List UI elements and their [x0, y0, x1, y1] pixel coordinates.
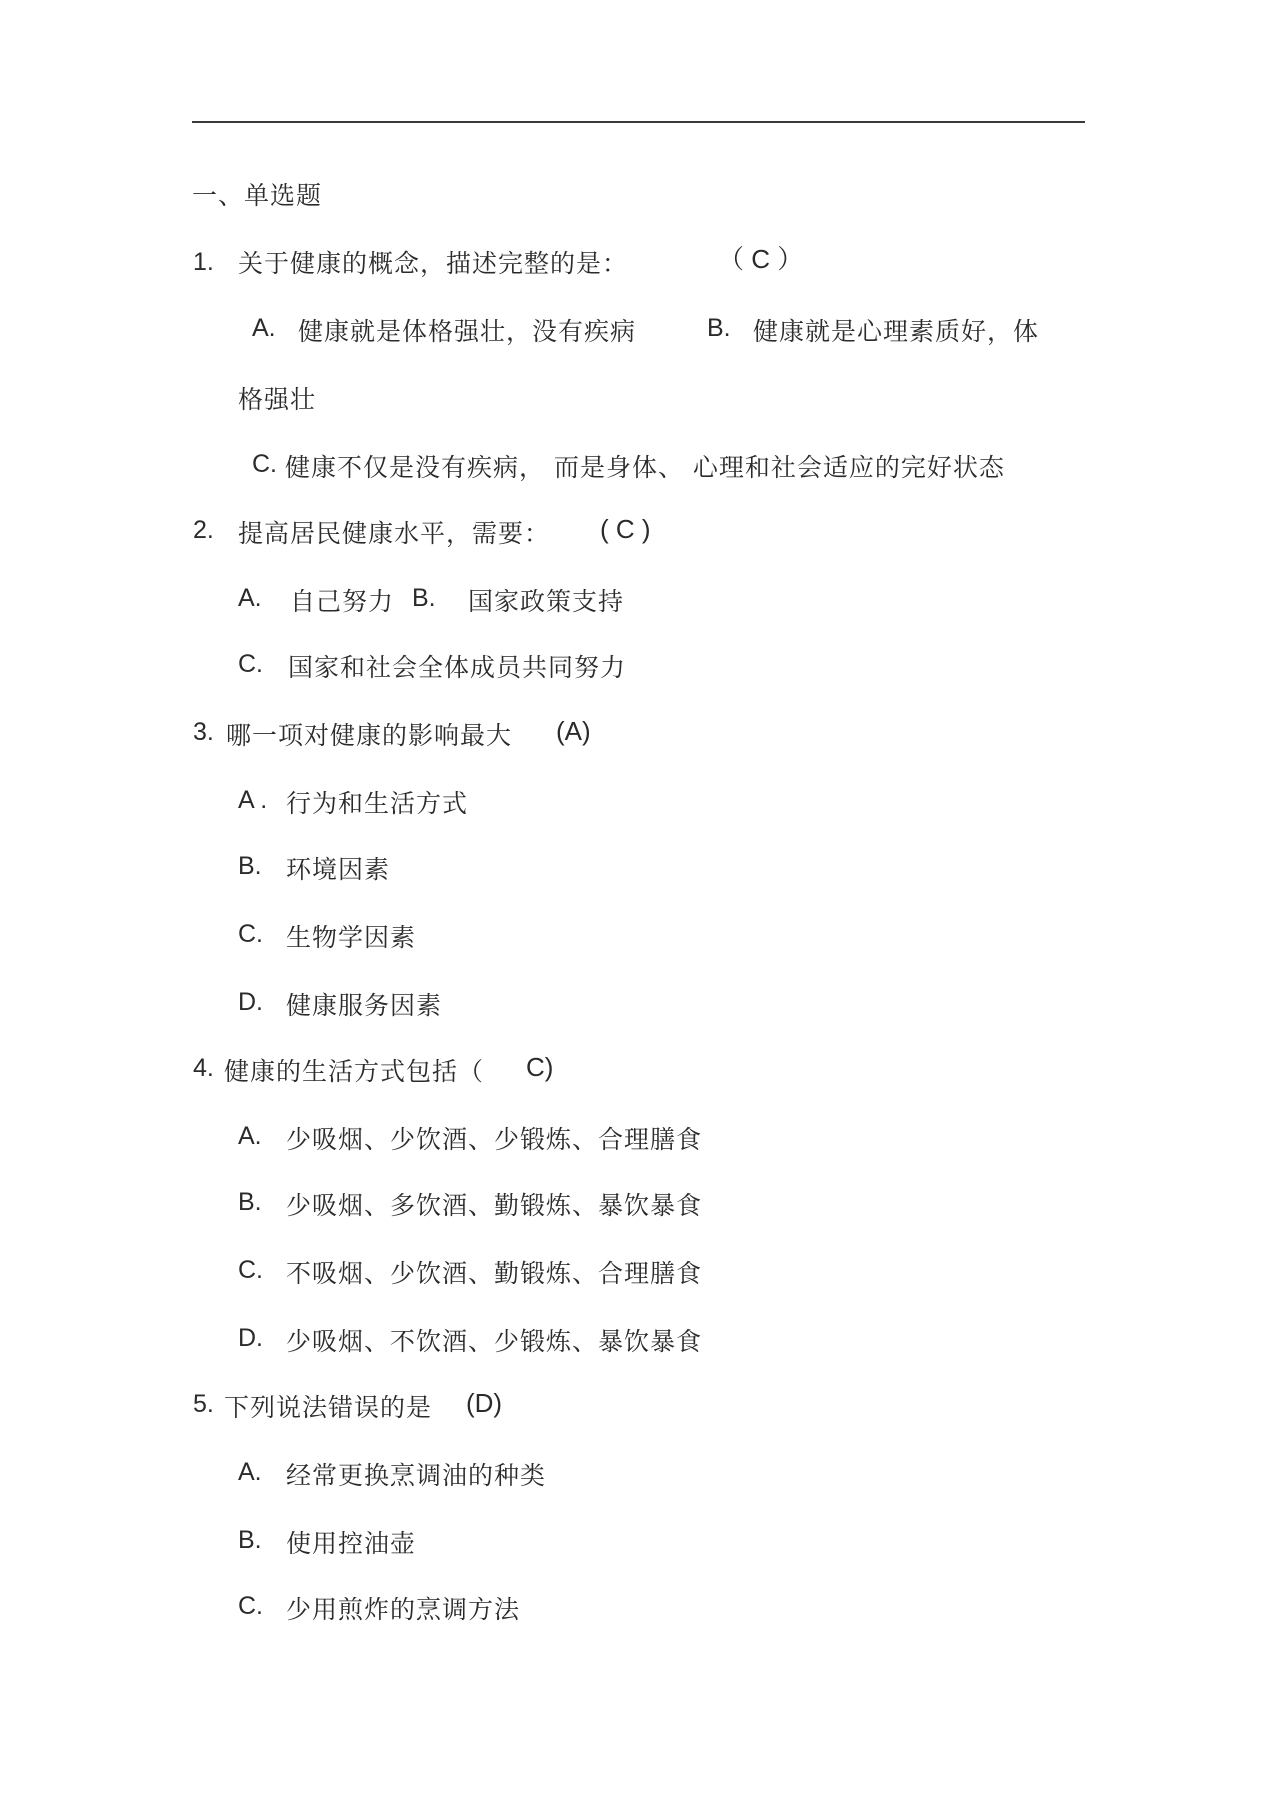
option-label: B. — [238, 852, 262, 880]
option-label: A. — [238, 1458, 262, 1486]
option-text: 生物学因素 — [286, 923, 417, 952]
option-label: A. — [238, 1122, 262, 1150]
header-rule — [192, 121, 1085, 123]
question-number: 2. — [193, 516, 214, 544]
option-label: B. — [238, 1188, 262, 1216]
option-text: 健康就是体格强壮，没有疾病 — [298, 317, 637, 346]
answer-key: ( C ) — [600, 514, 651, 544]
option-text-continuation: 格强壮 — [238, 385, 317, 414]
option-text: 少吸烟、不饮酒、少锻炼、暴饮暴食 — [286, 1327, 703, 1356]
option-text: 国家政策支持 — [468, 587, 625, 616]
option-label: B. — [707, 314, 731, 342]
question-number: 5. — [193, 1390, 214, 1418]
option-text: 使用控油壶 — [286, 1529, 417, 1558]
option-text: 不吸烟、少饮酒、勤锻炼、合理膳食 — [286, 1259, 703, 1288]
option-label: D. — [238, 988, 263, 1016]
option-text: 健康服务因素 — [286, 991, 443, 1020]
option-label: A. — [238, 584, 262, 612]
option-label: B. — [238, 1526, 262, 1554]
option-label: C. — [238, 920, 263, 948]
option-text: 经常更换烹调油的种类 — [286, 1461, 547, 1490]
option-text: 少用煎炸的烹调方法 — [286, 1595, 521, 1624]
question-text: 哪一项对健康的影响最大 — [226, 721, 513, 750]
option-text: 国家和社会全体成员共同努力 — [288, 653, 627, 682]
option-label: C. — [238, 1592, 263, 1620]
answer-key: C) — [526, 1052, 554, 1082]
option-label: A . — [238, 786, 268, 814]
option-label: C. — [252, 450, 277, 478]
option-text: 自己努力 — [290, 587, 395, 616]
question-number: 3. — [193, 718, 214, 746]
answer-key: (D) — [466, 1388, 503, 1418]
option-text: 少吸烟、少饮酒、少锻炼、合理膳食 — [286, 1125, 703, 1154]
question-text: 下列说法错误的是 — [224, 1393, 433, 1422]
option-text: 环境因素 — [286, 855, 391, 884]
option-label: C. — [238, 1256, 263, 1284]
option-label: B. — [412, 584, 436, 612]
answer-key: （ C ） — [718, 244, 804, 274]
question-text: 提高居民健康水平，需要： — [238, 519, 551, 548]
option-text: 行为和生活方式 — [286, 789, 469, 818]
question-number: 1. — [193, 248, 214, 276]
option-label: A. — [252, 314, 276, 342]
option-text: 健康就是心理素质好，体 — [753, 317, 1040, 346]
option-label: D. — [238, 1324, 263, 1352]
question-number: 4. — [193, 1054, 214, 1082]
question-text: 关于健康的概念，描述完整的是： — [238, 249, 629, 278]
option-text: 少吸烟、多饮酒、勤锻炼、暴饮暴食 — [286, 1191, 703, 1220]
option-label: C. — [238, 650, 263, 678]
section-title: 一、单选题 — [192, 181, 323, 210]
answer-key: (A) — [556, 716, 591, 746]
question-text: 健康的生活方式包括（ — [224, 1057, 485, 1086]
option-text: 健康不仅是没有疾病， 而是身体、 心理和社会适应的完好状态 — [285, 453, 1005, 482]
